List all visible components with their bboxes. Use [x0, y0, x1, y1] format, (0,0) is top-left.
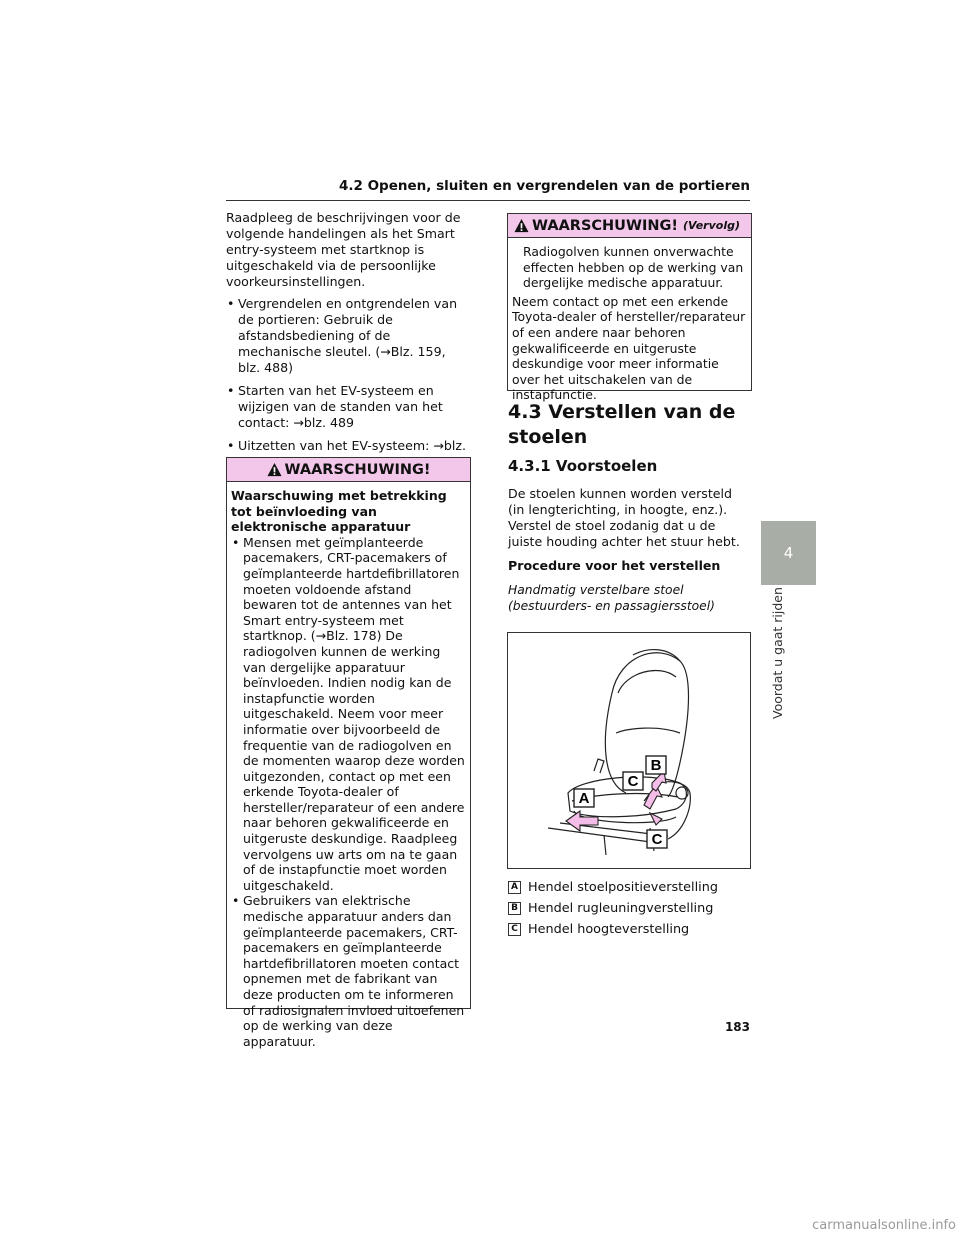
legend-row — [508, 877, 751, 898]
warning-text: Neem contact op met een erkende Toyota-dealer of hersteller/reparateur of een andere naar behoren gekwalificeerde en uitgeruste deskundige voor meer informatie over het uitschakelen van de instapfunctie. — [512, 293, 746, 403]
warning-box — [226, 457, 471, 1049]
warning-icon — [514, 218, 529, 233]
list-item: • Starten van het EV-systeem en wijzigen van de standen van het contact: →blz. 489 — [226, 383, 470, 431]
chapter-side-label — [770, 587, 790, 721]
legend-text: Hendel hoogteverstelling — [528, 922, 690, 937]
chapter-side-text: Voordat u gaat rijden — [770, 587, 785, 719]
label-c-bottom — [647, 830, 667, 848]
warning-heading: WAARSCHUWING! — [532, 217, 678, 234]
continued-label: (Vervolg) — [682, 219, 741, 232]
warning-header — [508, 214, 751, 238]
list-item: • Gebruikers van elektrische medische apparatuur anders dan geïmplanteerde pacemakers, CRT-pacemakers en geïmplanteerde hartdefibrillatoren moeten contact opnemen met de fabrikant van deze producten om te informeren of radiosignalen invloed uitoefenen op de werking van deze apparatuur. — [231, 893, 466, 1049]
procedure-list — [226, 296, 470, 470]
chapter-tab: 4 — [761, 521, 816, 585]
list-item: • Mensen met geïmplanteerde pacemakers, CRT-pacemakers of geïmplanteerde hartdefibrillatoren moeten voldoende afstand bewaren tot de antennes van het Smart entry-systeem met startknop. (→Blz. 178) De radiogolven kunnen de werking van dergelijke apparatuur beïnvloeden. Indien nodig kan de instapfunctie worden uitgeschakeld. Neem voor meer informatie over bijvoorbeeld de frequentie van de radiogolven en de momenten waarop deze worden uitgezonden, contact op met een erkende Toyota-dealer of hersteller/reparateur of een andere naar behoren gekwalificeerde en uitgeruste deskundige. Raadpleeg vervolgens uw arts om na te gaan of de instapfunctie moet worden uitgeschakeld. — [231, 535, 466, 894]
left-column — [226, 210, 470, 477]
list-item: • Uitzetten van het EV-systeem: →blz. — [226, 438, 470, 470]
procedure-title: Procedure voor het verstellen — [508, 558, 721, 573]
warning-body — [508, 238, 751, 407]
subsection-heading: 4.3.1 Voorstoelen — [508, 457, 658, 475]
seat-drawing — [508, 633, 750, 868]
legend-key: A — [508, 881, 521, 894]
watermark: carmanualsonline.info — [812, 1218, 956, 1233]
warning-header — [227, 458, 470, 482]
page-number: 183 — [724, 1020, 750, 1034]
intro-paragraph: Raadpleeg de beschrijvingen voor de volgende handelingen als het Smart entry-systeem met startknop is uitgeschakeld via de persoonlijke voorkeursinstellingen. — [226, 210, 461, 289]
warning-heading: WAARSCHUWING! — [284, 461, 431, 478]
warning-body — [227, 482, 470, 1053]
legend-key: C — [508, 923, 521, 936]
warning-box-continued — [507, 213, 752, 403]
warning-text: Radiogolven kunnen onverwachte effecten hebben op de werking van dergelijke medische apparatuur. — [523, 244, 744, 291]
warning-icon — [267, 462, 282, 477]
legend-key: B — [508, 902, 521, 915]
legend-row — [508, 919, 751, 940]
chapter-header: 4.2 Openen, sluiten en vergrendelen van de portieren — [338, 178, 750, 194]
legend-text: Hendel rugleuningverstelling — [528, 901, 714, 916]
list-item: • Vergrendelen en ontgrendelen van de portieren: Gebruik de afstandsbediening of de mechanische sleutel. (→Blz. 159, blz. 488) — [226, 296, 470, 376]
label-a — [574, 789, 594, 807]
label-b — [646, 756, 666, 774]
warning-list — [231, 535, 466, 1050]
figure-legend — [508, 877, 751, 940]
section-heading: 4.3 Verstellen van de stoelen — [508, 401, 736, 448]
seat-illustration — [507, 632, 751, 869]
procedure-subtitle: Handmatig verstelbare stoel (bestuurders- en passagiersstoel) — [508, 583, 715, 613]
svg-text:B: B — [650, 757, 662, 774]
svg-text:A: A — [578, 790, 590, 807]
legend-row — [508, 898, 751, 919]
warning-title: Waarschuwing met betrekking tot beïnvloeding van elektronische apparatuur — [231, 488, 447, 535]
svg-text:C: C — [627, 773, 639, 790]
svg-text:C: C — [651, 831, 663, 848]
label-c-top — [623, 772, 643, 790]
header-divider — [226, 200, 750, 201]
section-intro: De stoelen kunnen worden versteld (in lengterichting, in hoogte, enz.). Verstel de stoel zodanig dat u de juiste houding achter het stuur hebt. — [508, 486, 740, 549]
legend-text: Hendel stoelpositieverstelling — [528, 880, 718, 895]
